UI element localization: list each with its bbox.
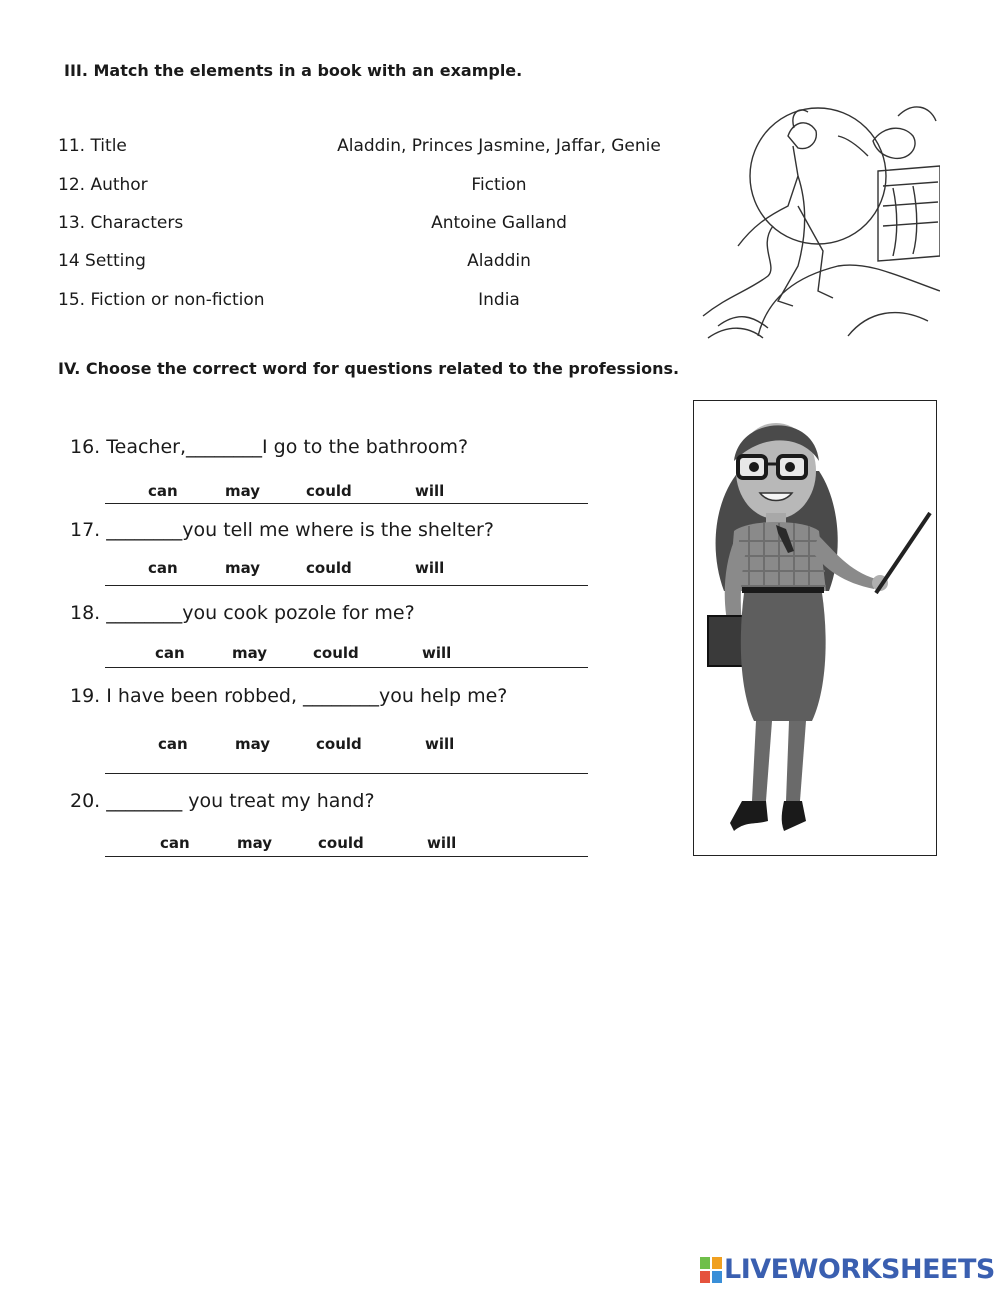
- match-right-item[interactable]: Aladdin: [467, 251, 531, 271]
- answer-line: [105, 856, 588, 857]
- answer-options: [0, 834, 600, 854]
- option-could[interactable]: could: [316, 735, 362, 753]
- question-text: 19. I have been robbed, ________you help me?: [70, 685, 508, 707]
- option-can[interactable]: can: [158, 735, 188, 753]
- option-may[interactable]: may: [237, 834, 273, 852]
- option-will[interactable]: will: [415, 559, 445, 577]
- match-left-item: 13. Characters: [58, 213, 184, 233]
- option-will[interactable]: will: [422, 644, 452, 662]
- match-right-item[interactable]: India: [478, 290, 520, 310]
- teacher-illustration: [694, 401, 935, 854]
- option-will[interactable]: will: [415, 482, 445, 500]
- section-4-heading: IV. Choose the correct word for questions related to the professions.: [58, 359, 680, 378]
- option-can[interactable]: can: [160, 834, 190, 852]
- option-will[interactable]: will: [427, 834, 457, 852]
- option-could[interactable]: could: [306, 559, 352, 577]
- section-3-heading: III. Match the elements in a book with an example.: [64, 61, 523, 80]
- answer-options: [0, 644, 600, 664]
- match-left-item: 14 Setting: [58, 251, 146, 271]
- option-may[interactable]: may: [225, 482, 261, 500]
- answer-line: [105, 503, 588, 504]
- option-may[interactable]: may: [225, 559, 261, 577]
- match-left-item: 12. Author: [58, 175, 148, 195]
- answer-options: [0, 735, 600, 755]
- match-right-item[interactable]: Antoine Galland: [431, 213, 567, 233]
- match-right-item[interactable]: Fiction: [471, 175, 527, 195]
- question-text: 17. ________you tell me where is the shelter?: [70, 519, 494, 541]
- answer-line: [105, 773, 588, 774]
- option-could[interactable]: could: [313, 644, 359, 662]
- option-could[interactable]: could: [318, 834, 364, 852]
- option-can[interactable]: can: [148, 482, 178, 500]
- option-can[interactable]: can: [155, 644, 185, 662]
- option-will[interactable]: will: [425, 735, 455, 753]
- match-left-item: 11. Title: [58, 136, 127, 156]
- question-text: 20. ________ you treat my hand?: [70, 790, 375, 812]
- answer-line: [105, 585, 588, 586]
- option-may[interactable]: may: [232, 644, 268, 662]
- answer-line: [105, 667, 588, 668]
- match-right-item[interactable]: Aladdin, Princes Jasmine, Jaffar, Genie: [337, 136, 661, 156]
- logo-text: LIVEWORKSHEETS: [724, 1254, 995, 1285]
- match-left-item: 15. Fiction or non-fiction: [58, 290, 265, 310]
- option-could[interactable]: could: [306, 482, 352, 500]
- answer-options: [0, 559, 600, 579]
- aladdin-illustration: [698, 76, 940, 340]
- teacher-illustration-frame: [693, 400, 937, 856]
- liveworksheets-logo: [700, 1254, 1000, 1286]
- question-text: 18. ________you cook pozole for me?: [70, 602, 415, 624]
- question-text: 16. Teacher,________I go to the bathroom?: [70, 436, 469, 458]
- option-may[interactable]: may: [235, 735, 271, 753]
- answer-options: [0, 482, 600, 502]
- option-can[interactable]: can: [148, 559, 178, 577]
- logo-badge-icon: [700, 1257, 722, 1283]
